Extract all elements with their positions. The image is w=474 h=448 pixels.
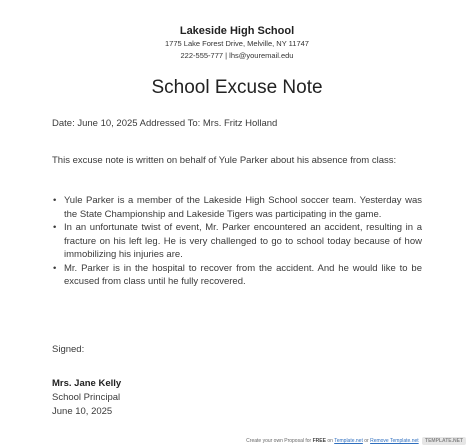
school-name: Lakeside High School <box>179 25 295 37</box>
signed-label: Signed: <box>52 344 85 355</box>
signer-role: School Principal <box>52 392 121 403</box>
remove-template-link[interactable]: Remove Template.net <box>370 438 419 444</box>
footer-on: on <box>327 438 333 444</box>
list-item-text: Yule Parker is a member of the Lakeside High School soccer team. Yesterday was the State Championship and Lakeside Tigers was participating in the game. <box>64 195 422 220</box>
signature-block <box>52 377 121 419</box>
list-item-text: Mr. Parker is in the hospital to recover from the accident. And he would like to be excused from class until he fully recovered. <box>64 262 422 287</box>
bullet-icon: • <box>53 222 57 233</box>
bullet-icon: • <box>53 262 57 274</box>
footer-banner <box>246 437 466 445</box>
list-item <box>52 221 422 262</box>
reason-list <box>52 194 422 289</box>
list-item <box>52 194 422 221</box>
intro-paragraph: This excuse note is written on behalf of Yule Parker about his absence from class: <box>52 155 397 166</box>
footer-free: FREE <box>312 438 326 444</box>
signature-date: June 10, 2025 <box>52 406 113 417</box>
letterhead <box>0 24 474 62</box>
list-item <box>52 262 422 289</box>
template-link[interactable]: Template.net <box>334 438 363 444</box>
footer-text: Create your own Proposal for <box>246 438 312 444</box>
document-title: School Excuse Note <box>151 77 323 98</box>
school-contact: 222-555-777 | lhs@youremail.edu <box>180 51 294 60</box>
school-address: 1775 Lake Forest Drive, Melville, NY 11747 <box>165 39 309 48</box>
date-addressed-line: Date: June 10, 2025 Addressed To: Mrs. Fritz Holland <box>52 118 278 129</box>
footer-or: or <box>364 438 369 444</box>
bullet-icon: • <box>53 195 57 206</box>
signer-name: Mrs. Jane Kelly <box>52 378 122 389</box>
template-logo-icon: TEMPLATE.NET <box>422 437 466 445</box>
list-item-text: In an unfortunate twist of event, Mr. Parker encountered an accident, resulting in a fracture on his left leg. He is very challenged to go to school today because of how immobilizing his injuries are. <box>64 222 422 260</box>
